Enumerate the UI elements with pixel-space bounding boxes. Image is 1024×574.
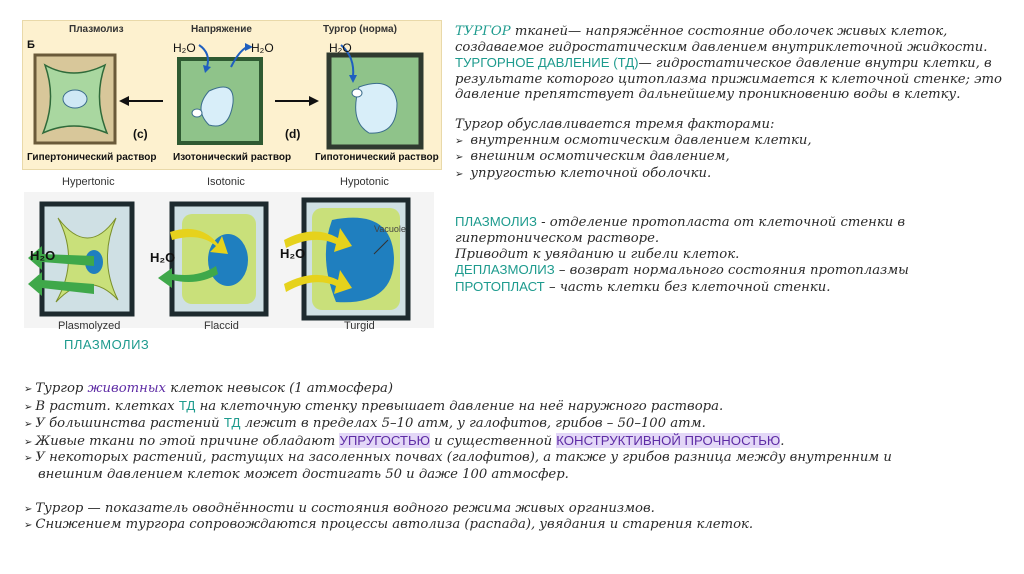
list-item-continuation: внешним давлением клеток может достигать 50 и даже 100 атмосфер. xyxy=(38,466,569,482)
factor-item xyxy=(455,133,1010,150)
factor-item xyxy=(455,166,1010,183)
item-text: и существенной xyxy=(429,433,557,449)
definitions-panel xyxy=(455,24,1010,295)
item-text: Живые ткани по этой причине обладают xyxy=(35,433,340,449)
h2o-label: H₂O xyxy=(173,41,196,55)
td-term: ТУРГОРНОЕ ДАВЛЕНИЕ (ТД) xyxy=(455,55,639,71)
item-text: клеток невысок (1 атмосфера) xyxy=(166,381,394,396)
factor-text: упругостью клеточной оболочки. xyxy=(470,165,712,181)
tonicity-diagram xyxy=(22,188,442,338)
highlight-elasticity: УПРУГОСТЬЮ xyxy=(339,432,430,448)
arrow-bullet-icon: ➢ xyxy=(24,453,33,465)
facts-list xyxy=(24,381,1014,534)
arrow-bullet-icon: ➢ xyxy=(455,168,464,180)
h2o-label: H₂O xyxy=(30,248,56,263)
header-isotonic: Isotonic xyxy=(207,176,245,188)
deplasmolysis-def-text: – возврат нормального состояния протоплазмы xyxy=(554,263,909,279)
item-text: Снижением тургора сопровождаются процессы автолиза (распада), увядания и старения клеток. xyxy=(35,517,754,533)
arrow-bullet-icon: ➢ xyxy=(24,503,33,515)
state-flaccid: Flaccid xyxy=(204,320,239,332)
td-definition xyxy=(455,55,1010,103)
header-turgor-norm: Тургор (норма) xyxy=(323,24,397,35)
item-text: на клеточную стенку превышает давление на неё наружного раствора. xyxy=(195,398,724,414)
list-item xyxy=(24,517,1014,534)
deplasmolysis-definition xyxy=(455,262,1010,279)
turgid-nucleus xyxy=(352,89,362,97)
list-item xyxy=(24,381,1014,398)
caption-hypotonic: Гипотонический раствор xyxy=(315,152,439,163)
header-plasmolysis: Плазмолиз xyxy=(69,24,124,35)
protoplast-definition xyxy=(455,279,1010,296)
header-hypotonic: Hypotonic xyxy=(340,176,389,188)
item-text: В растит. клетках xyxy=(35,398,179,414)
item-text: У большинства растений xyxy=(35,416,224,432)
arrow-bullet-icon: ➢ xyxy=(24,520,33,532)
protoplast-def-text: – часть клетки без клеточной стенки. xyxy=(544,279,831,295)
list-item xyxy=(24,433,1014,451)
caption-isotonic: Изотонический раствор xyxy=(173,152,292,163)
plasmolysis-consequence: Приводит к увяданию и гибели клеток. xyxy=(455,246,740,262)
header-hypertonic: Hypertonic xyxy=(62,176,115,188)
item-text: . xyxy=(780,433,785,449)
h2o-label: H₂O xyxy=(329,41,352,55)
item-text: Тургор — показатель оводнённости и состояния водного режима живых организмов. xyxy=(35,500,655,516)
plasmolysis-def-text: - отделение протопласта от клеточной стенки в гипертоническом растворе. xyxy=(455,215,906,246)
list-item xyxy=(24,501,1014,518)
caption-hypertonic: Гипертонический раствор xyxy=(27,152,157,163)
vacuole-label: Vacuole xyxy=(374,224,406,234)
plasmolysis-term: ПЛАЗМОЛИЗ xyxy=(455,214,537,230)
arrow-label-c: (c) xyxy=(133,127,148,141)
highlight-td: ТД xyxy=(178,397,196,413)
state-plasmolyzed: Plasmolyzed xyxy=(58,320,121,332)
highlight-animals: животных xyxy=(87,381,166,396)
figure-letter: Б xyxy=(27,39,35,51)
item-text: У некоторых растений, растущих на засоленных почвах (галофитов), а также у грибов разница между внутренним и xyxy=(35,450,892,466)
state-turgid: Turgid xyxy=(344,320,375,332)
turgor-term: ТУРГОР xyxy=(455,24,511,39)
isotonic-nucleus xyxy=(192,109,202,117)
plasmolyzed-vacuole xyxy=(63,90,87,108)
h2o-label: H₂O xyxy=(280,246,306,261)
protoplast-term: ПРОТОПЛАСТ xyxy=(455,278,545,294)
list-item xyxy=(24,415,1014,433)
figure-plasmolysis-turgor xyxy=(22,20,442,170)
arrow-bullet-icon: ➢ xyxy=(24,384,33,395)
arrow-bullet-icon: ➢ xyxy=(24,419,33,431)
arrow-bullet-icon: ➢ xyxy=(455,152,464,164)
turgor-definition xyxy=(455,24,1010,55)
h2o-label: H₂O xyxy=(150,250,176,265)
turgid-vacuole xyxy=(356,83,397,133)
factor-text: внешним осмотическим давлением, xyxy=(470,149,730,165)
highlight-strength: КОНСТРУКТИВНОЙ ПРОЧНОСТЬЮ xyxy=(556,432,781,448)
td-def-text: — гидростатическое давление внутри клетки, в результате которого цитоплазма прижимается к клеточной стенке; это давление препятствует дальнейшему проникновению воды в клетку. xyxy=(455,56,1002,103)
arrow-bullet-icon: ➢ xyxy=(24,436,33,448)
item-text: Тургор xyxy=(35,381,88,396)
deplasmolysis-term: ДЕПЛАЗМОЛИЗ xyxy=(455,262,555,278)
turgor-def-text: тканей— напряжённое состояние оболочек живых клеток, создаваемое гидростатическим давлением внутриклеточной жидкости. xyxy=(455,24,988,55)
plasmolysis-label: ПЛАЗМОЛИЗ xyxy=(64,337,150,352)
list-item xyxy=(24,398,1014,416)
factor-text: внутренним осмотическим давлением клетки, xyxy=(470,132,812,148)
factor-item xyxy=(455,149,1010,166)
arrow-bullet-icon: ➢ xyxy=(455,135,464,147)
list-item xyxy=(24,450,1014,467)
arrow-label-d: (d) xyxy=(285,127,301,141)
cells-diagram xyxy=(23,21,441,151)
factors-intro: Тургор обуславливается тремя факторами: xyxy=(455,116,775,132)
arrow-bullet-icon: ➢ xyxy=(24,401,33,413)
highlight-td: ТД xyxy=(223,415,241,431)
header-tension: Напряжение xyxy=(191,24,252,35)
h2o-label: H₂O xyxy=(251,41,274,55)
plasmolysis-definition xyxy=(455,214,1010,246)
item-text: лежит в пределах 5–10 атм, у галофитов, грибов – 50–100 атм. xyxy=(240,416,706,432)
figure-tonicity xyxy=(22,172,442,362)
